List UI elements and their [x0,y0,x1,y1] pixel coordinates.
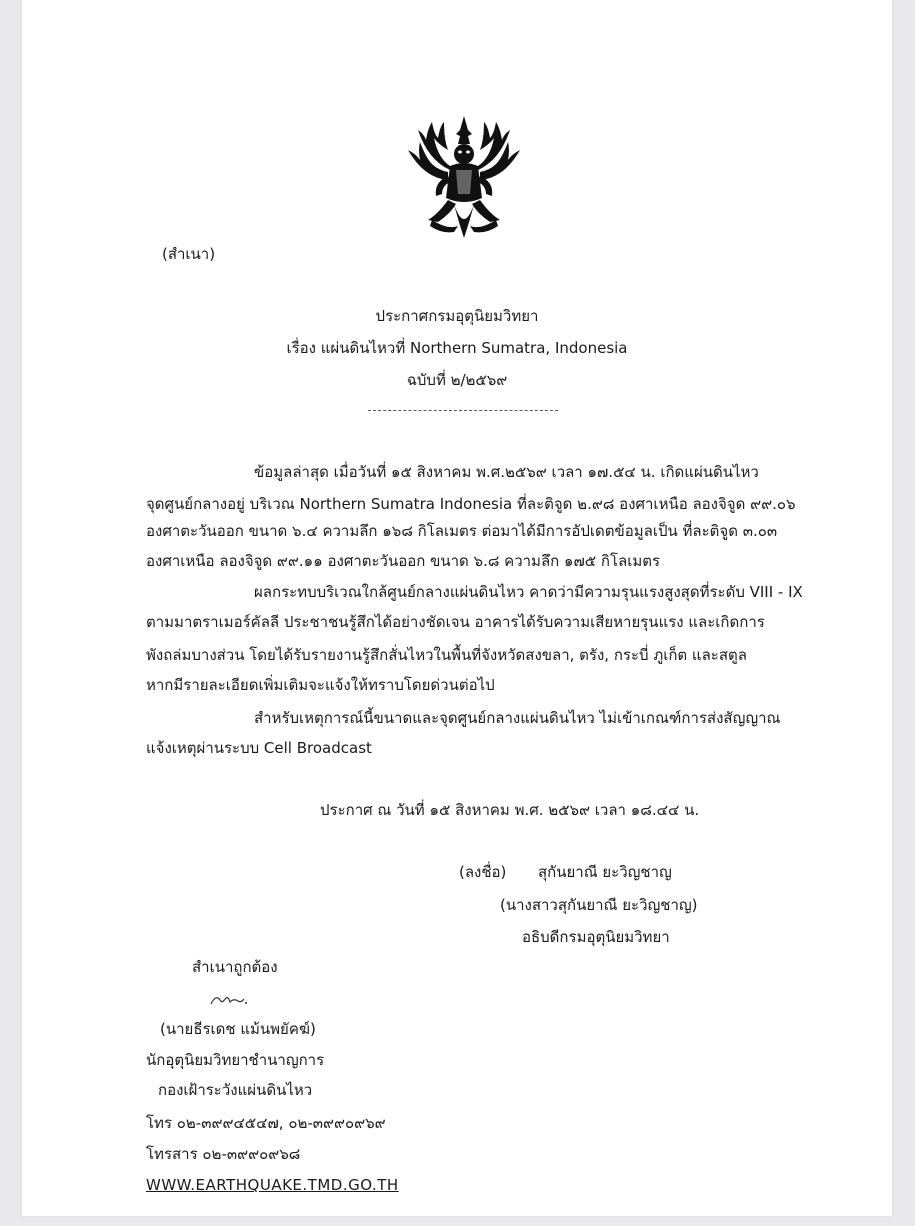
website-link[interactable]: WWW.EARTHQUAKE.TMD.GO.TH [146,1176,399,1194]
certifier-name: (นายธีรเดช แม้นพยัคฆ์) [160,1020,316,1038]
body-line: หากมีรายละเอียดเพิ่มเติมจะแจ้งให้ทราบโดยด่วนต่อไป [146,676,495,694]
copy-mark: (สำเนา) [162,245,216,263]
certifier-division: กองเฝ้าระวังแผ่นดินไหว [158,1081,313,1099]
signed-name: สุกันยาณี ยะวิญชาญ [538,863,672,881]
signatory-full-name: (นางสาวสุกันยาณี ยะวิญชาญ) [500,896,698,914]
body-line: องศาเหนือ ลองจิจูด ๙๙.๑๑ องศาตะวันออก ขนาด ๖.๘ ความลึก ๑๗๕ กิโลเมตร [146,552,661,570]
certified-label: สำเนาถูกต้อง [192,958,278,976]
body-line: องศาตะวันออก ขนาด ๖.๔ ความลึก ๑๖๘ กิโลเมตร ต่อมาได้มีการอัปเดตข้อมูลเป็น ที่ละติจูด ๓.๐๓ [146,522,778,540]
document-page [22,0,892,1216]
doc-subject: เรื่อง แผ่นดินไหวที่ Northern Sumatra, Indonesia [286,339,628,357]
body-line: แจ้งเหตุผ่านระบบ Cell Broadcast [146,739,372,757]
phone-numbers: โทร ๐๒-๓๙๙๔๕๔๗, ๐๒-๓๙๙๐๙๖๙ [146,1114,386,1132]
doc-number: ฉบับที่ ๒/๒๕๖๙ [406,371,508,389]
signed-label: (ลงชื่อ) [459,863,507,881]
title-divider [368,410,558,411]
body-line: ตามมาตราเมอร์คัลลี ประชาชนรู้สึกได้อย่างชัดเจน อาคารได้รับความเสียหายรุนแรง และเกิดการ [146,613,765,631]
body-line: ผลกระทบบริเวณใกล้ศูนย์กลางแผ่นดินไหว คาดว่ามีความรุนแรงสูงสุดที่ระดับ VIII - IX [254,583,803,601]
body-line: ข้อมูลล่าสุด เมื่อวันที่ ๑๕ สิงหาคม พ.ศ.๒๕๖๙ เวลา ๑๗.๕๔ น. เกิดแผ่นดินไหว [254,463,759,481]
announce-date: ประกาศ ณ วันที่ ๑๕ สิงหาคม พ.ศ. ๒๕๖๙ เวลา ๑๘.๔๔ น. [320,801,700,819]
doc-title: ประกาศกรมอุตุนิยมวิทยา [375,307,539,325]
body-line: จุดศูนย์กลางอยู่ บริเวณ Northern Sumatra Indonesia ที่ละติจูด ๒.๙๘ องศาเหนือ ลองจิจูด ๙๙.๐๖ [146,495,796,513]
certifier-title: นักอุตุนิยมวิทยาชำนาญการ [146,1051,325,1069]
fax-number: โทรสาร ๐๒-๓๙๙๐๙๖๘ [146,1145,301,1163]
garuda-emblem [398,110,530,244]
body-line: พังถล่มบางส่วน โดยได้รับรายงานรู้สึกสั่นไหวในพื้นที่จังหวัดสงขลา, ตรัง, กระบี่ ภูเก็ต และสตูล [146,646,747,664]
body-line: สำหรับเหตุการณ์นี้ขนาดและจุดศูนย์กลางแผ่นดินไหว ไม่เข้าเกณฑ์การส่งสัญญาณ [254,709,781,727]
signatory-position: อธิบดีกรมอุตุนิยมวิทยา [522,928,670,946]
handwritten-signature [208,990,250,1010]
